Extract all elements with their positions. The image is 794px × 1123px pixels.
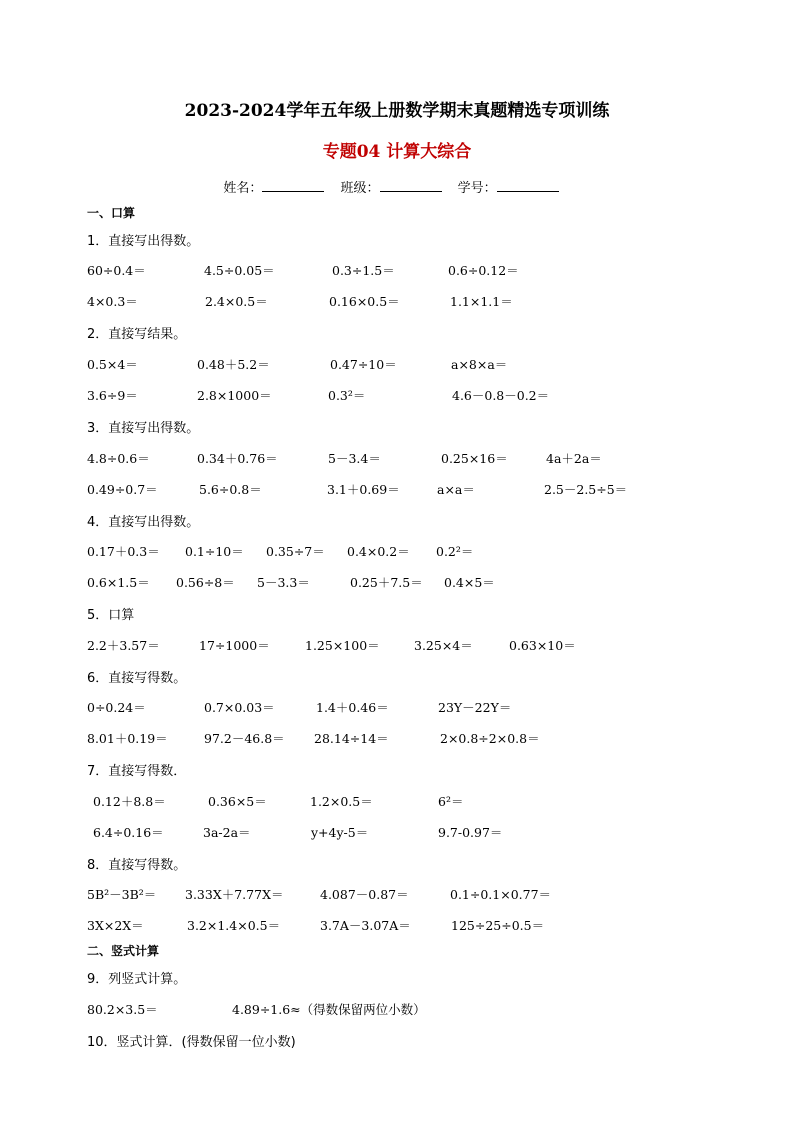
student-info-line	[0, 177, 794, 196]
problem: 4×0.3＝	[87, 294, 138, 309]
question-5-title: 5．口算	[87, 608, 135, 623]
problem: 3.6÷9＝	[87, 388, 138, 403]
problem: 5B²－3B²＝	[87, 887, 157, 902]
question-5-row-1	[0, 636, 794, 654]
problem: 28.14÷14＝	[314, 731, 389, 746]
question-4-row-2	[0, 573, 794, 591]
page-subtitle: 专题04 计算大综合	[322, 142, 472, 162]
question-10-title: 10．竖式计算．(得数保留一位小数)	[87, 1035, 296, 1050]
problem: 3.1＋0.69＝	[327, 482, 400, 497]
question-6-title: 6．直接写得数。	[87, 671, 187, 686]
question-4-row-1	[0, 542, 794, 560]
class-label: 班级：	[340, 181, 380, 196]
problem: 1.25×100＝	[305, 638, 380, 653]
problem: 2.2＋3.57＝	[87, 638, 160, 653]
question-7-row-2	[0, 823, 794, 841]
question-6-row-2	[0, 729, 794, 747]
page-title: 2023-2024学年五年级上册数学期末真题精选专项训练	[184, 101, 610, 121]
problem: 0.36×5＝	[208, 794, 267, 809]
question-3-row-2	[0, 480, 794, 498]
problem: 3.25×4＝	[414, 638, 473, 653]
problem: 5－3.3＝	[257, 575, 310, 590]
question-6-row-1	[0, 698, 794, 716]
problem: 125÷25÷0.5＝	[451, 918, 545, 933]
problem: 3X×2X＝	[87, 918, 144, 933]
problem: 3a-2a＝	[203, 825, 251, 840]
problem: 60÷0.4＝	[87, 263, 146, 278]
question-3-title: 3．直接写出得数。	[87, 421, 200, 436]
section-heading-oral: 一、口算	[87, 206, 136, 220]
problem: 4a＋2a＝	[546, 451, 602, 466]
name-blank[interactable]	[262, 178, 324, 192]
problem: 2.4×0.5＝	[205, 294, 268, 309]
question-1-title: 1．直接写出得数。	[87, 234, 200, 249]
question-8-row-1	[0, 885, 794, 903]
problem: 1.4＋0.46＝	[316, 700, 389, 715]
problem: 0.49÷0.7＝	[87, 482, 158, 497]
problem: 0.12＋8.8＝	[93, 794, 166, 809]
class-blank[interactable]	[380, 178, 442, 192]
question-7-row-1	[0, 792, 794, 810]
problem: 0÷0.24＝	[87, 700, 146, 715]
section-heading-vertical: 二、竖式计算	[87, 944, 160, 958]
question-8-title: 8．直接写得数。	[87, 858, 187, 873]
problem: 3.7A－3.07A＝	[320, 918, 411, 933]
problem: 6.4÷0.16＝	[93, 825, 164, 840]
question-1-row-1	[0, 261, 794, 279]
problem: 5－3.4＝	[328, 451, 381, 466]
problem: 0.47÷10＝	[330, 357, 397, 372]
problem: 0.16×0.5＝	[329, 294, 400, 309]
name-label: 姓名：	[223, 181, 263, 196]
problem: 1.2×0.5＝	[310, 794, 373, 809]
problem: 4.5÷0.05＝	[204, 263, 275, 278]
problem: 8.01＋0.19＝	[87, 731, 168, 746]
problem: 0.6÷0.12＝	[448, 263, 519, 278]
problem: 0.4×0.2＝	[347, 544, 410, 559]
problem: 4.087－0.87＝	[320, 887, 409, 902]
problem: 0.1÷10＝	[185, 544, 244, 559]
problem: 0.1÷0.1×0.77＝	[450, 887, 552, 902]
problem: 23Y－22Y＝	[438, 700, 512, 715]
problem: 80.2×3.5＝	[87, 1002, 158, 1017]
problem: 0.25＋7.5＝	[350, 575, 423, 590]
question-4-title: 4．直接写出得数。	[87, 515, 200, 530]
id-blank[interactable]	[497, 178, 559, 192]
problem: 0.4×5＝	[444, 575, 495, 590]
problem: y+4y-5＝	[311, 825, 369, 840]
problem: 5.6÷0.8＝	[199, 482, 262, 497]
problem: a×a＝	[437, 482, 475, 497]
problem: 2.8×1000＝	[197, 388, 272, 403]
problem: 9.7-0.97＝	[438, 825, 503, 840]
question-8-row-2	[0, 916, 794, 934]
problem: 0.3÷1.5＝	[332, 263, 395, 278]
id-label: 学号：	[457, 181, 497, 196]
question-2-row-2	[0, 386, 794, 404]
problem: 0.2²＝	[436, 544, 474, 559]
problem: 4.8÷0.6＝	[87, 451, 150, 466]
problem: 0.3²＝	[328, 388, 366, 403]
question-3-row-1	[0, 449, 794, 467]
problem: 4.89÷1.6≈（得数保留两位小数）	[232, 1002, 426, 1017]
problem: 0.56÷8＝	[176, 575, 235, 590]
question-2-title: 2．直接写结果。	[87, 327, 187, 342]
problem: 0.48＋5.2＝	[197, 357, 270, 372]
question-9-row-1	[0, 1000, 794, 1018]
problem: 1.1×1.1＝	[450, 294, 513, 309]
problem: 0.7×0.03＝	[204, 700, 275, 715]
problem: 17÷1000＝	[199, 638, 270, 653]
problem: 4.6－0.8－0.2＝	[452, 388, 550, 403]
problem: a×8×a＝	[451, 357, 508, 372]
question-7-title: 7．直接写得数．	[87, 764, 187, 779]
question-9-title: 9．列竖式计算。	[87, 972, 187, 987]
problem: 3.2×1.4×0.5＝	[187, 918, 281, 933]
question-2-row-1	[0, 355, 794, 373]
problem: 0.6×1.5＝	[87, 575, 150, 590]
problem: 0.63×10＝	[509, 638, 576, 653]
problem: 3.33X＋7.77X＝	[185, 887, 284, 902]
question-1-row-2	[0, 292, 794, 310]
problem: 0.5×4＝	[87, 357, 138, 372]
problem: 0.17＋0.3＝	[87, 544, 160, 559]
problem: 0.25×16＝	[441, 451, 508, 466]
problem: 6²＝	[438, 794, 464, 809]
problem: 0.34＋0.76＝	[197, 451, 278, 466]
problem: 0.35÷7＝	[266, 544, 325, 559]
problem: 2.5－2.5÷5＝	[544, 482, 628, 497]
problem: 2×0.8÷2×0.8＝	[440, 731, 540, 746]
problem: 97.2－46.8＝	[204, 731, 285, 746]
